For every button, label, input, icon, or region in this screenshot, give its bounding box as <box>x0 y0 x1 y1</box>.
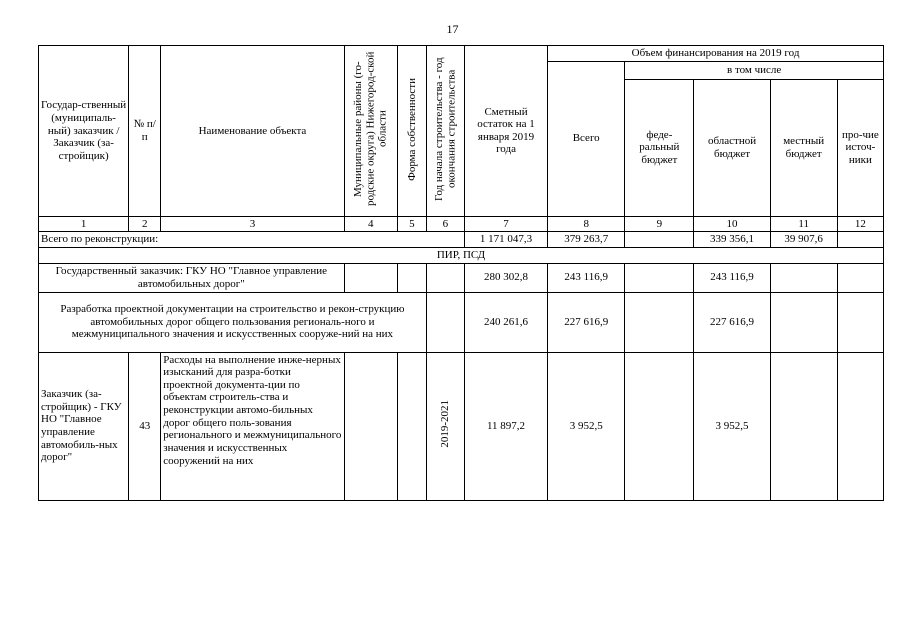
col-number: 5 <box>397 216 426 232</box>
col-number: 8 <box>548 216 625 232</box>
item-years-text: 2019-2021 <box>439 400 452 449</box>
header-years-text: Год начала строительства - год окончания строительства <box>433 57 458 201</box>
col-number: 1 <box>39 216 129 232</box>
state-customer-regional: 243 116,9 <box>694 263 770 292</box>
design-total: 227 616,9 <box>548 292 625 352</box>
header-funding: Объем финансирования на 2019 год <box>548 46 884 62</box>
total-other <box>837 232 883 248</box>
item-years <box>426 352 464 500</box>
col-number: 10 <box>694 216 770 232</box>
total-local: 39 907,6 <box>770 232 837 248</box>
state-customer-remaining: 280 302,8 <box>464 263 547 292</box>
item-total: 3 952,5 <box>548 352 625 500</box>
header-regional: областной бюджет <box>694 79 770 216</box>
header-remaining: Сметный остаток на 1 января 2019 года <box>464 46 547 217</box>
header-including: в том числе <box>625 61 884 79</box>
col-number: 11 <box>770 216 837 232</box>
col-number: 9 <box>625 216 694 232</box>
col-number: 12 <box>837 216 883 232</box>
col-number: 2 <box>129 216 161 232</box>
col-number: 6 <box>426 216 464 232</box>
header-customer: Государ-ственный (муниципаль-ный) заказчик / Заказчик (за-стройщик) <box>39 46 129 217</box>
total-federal <box>625 232 694 248</box>
item-num: 43 <box>129 352 161 500</box>
header-districts-text: Муниципальные районы (го-родские округа) Нижегород-ской области <box>352 51 389 207</box>
total-label: Всего по реконструкции: <box>39 232 465 248</box>
column-numbers-row <box>39 216 884 232</box>
item-regional: 3 952,5 <box>694 352 770 500</box>
section-row <box>39 247 884 263</box>
design-row <box>39 292 884 352</box>
col-number: 7 <box>464 216 547 232</box>
col-number: 3 <box>161 216 344 232</box>
col-number: 4 <box>344 216 397 232</box>
design-remaining: 240 261,6 <box>464 292 547 352</box>
header-num: № п/п <box>129 46 161 217</box>
state-customer-row <box>39 263 884 292</box>
header-districts <box>344 46 397 217</box>
page-number: 17 <box>446 22 459 36</box>
header-total: Всего <box>548 61 625 216</box>
header-years <box>426 46 464 217</box>
item-row <box>39 352 884 500</box>
header-object-name: Наименование объекта <box>161 46 344 217</box>
header-other: про-чие источ-ники <box>837 79 883 216</box>
state-customer-total: 243 116,9 <box>548 263 625 292</box>
financing-table <box>38 45 884 501</box>
state-customer-label: Государственный заказчик: ГКУ НО "Главное управление автомобильных дорог" <box>39 263 345 292</box>
item-name: Расходы на выполнение инже-нерных изысканий для разра-ботки проектной документа-ции по объектам строитель-ства и реконструкции автомо-бильных дорог общего поль-зования регионального и межмуниципального значения и искусственных сооружений на них <box>161 352 344 500</box>
total-regional: 339 356,1 <box>694 232 770 248</box>
item-remaining: 11 897,2 <box>464 352 547 500</box>
header-federal: феде-ральный бюджет <box>625 79 694 216</box>
total-row <box>39 232 884 248</box>
design-regional: 227 616,9 <box>694 292 770 352</box>
total-sum: 379 263,7 <box>548 232 625 248</box>
design-label: Разработка проектной документации на строительство и рекон-струкцию автомобильных дорог общего пользования региональ-ного и межмуниципального значения и искусственных сооруже-ний на них <box>39 292 427 352</box>
header-ownership-text: Форма собственности <box>405 77 418 181</box>
section-title: ПИР, ПСД <box>39 247 884 263</box>
header-ownership <box>397 46 426 217</box>
item-customer: Заказчик (за-стройщик) - ГКУ НО "Главное управление автомобиль-ных дорог" <box>39 352 129 500</box>
total-remaining: 1 171 047,3 <box>464 232 547 248</box>
header-local: местный бюджет <box>770 79 837 216</box>
